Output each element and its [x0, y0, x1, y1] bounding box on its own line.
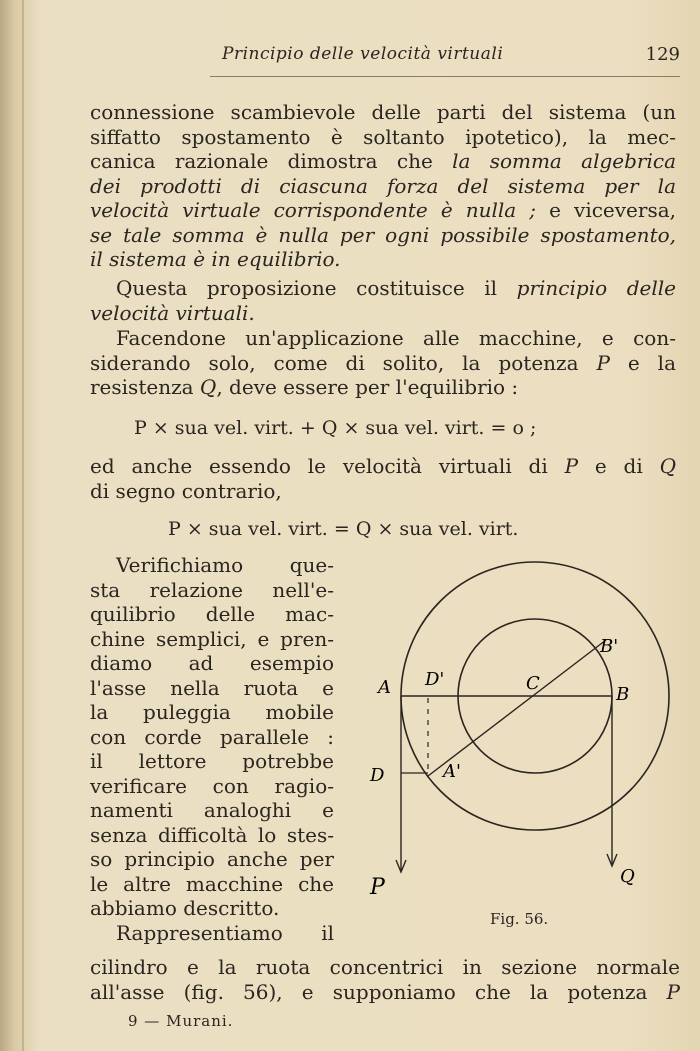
text-line: all'asse (fig. 56), e supponiamo che la potenza P	[90, 979, 680, 1004]
running-title: Principio delle velocità virtuali	[222, 44, 504, 64]
text-line: ed anche essendo le velocità virtuali di P e di Q	[90, 454, 676, 478]
page-number: 129	[645, 44, 680, 65]
figure-caption: Fig. 56.	[490, 910, 549, 928]
text-line: connessione scambievole delle parti del sistema (un	[90, 100, 676, 124]
paragraph-4	[90, 454, 676, 503]
rotated-diameter	[428, 640, 606, 776]
text-line: namenti analoghi e	[90, 798, 334, 822]
text-line: abbiamo descritto.	[90, 896, 280, 920]
text-line: chine semplici, e pren-	[90, 626, 334, 651]
label-c: C	[526, 673, 540, 694]
text-line: siffatto spostamento è soltanto ipotetico), la mec-	[90, 124, 676, 149]
text-line: velocità virtuale corrispondente è nulla ; e viceversa,	[90, 198, 676, 222]
text-line: senza difficoltà lo stes-	[90, 822, 334, 847]
paragraph-1	[90, 100, 676, 272]
label-d-prime: D'	[425, 669, 445, 690]
header-rule	[210, 76, 680, 77]
text-line: con corde parallele :	[90, 724, 334, 749]
text-line: se tale somma è nulla per ogni possibile spostamento,	[90, 222, 676, 247]
footer-signature: 9 — Murani.	[128, 1012, 234, 1030]
text-line: cilindro e la ruota concentrici in sezione normale	[90, 955, 680, 979]
text-line: quilibrio delle mac-	[90, 602, 334, 626]
label-q: Q	[620, 866, 635, 887]
text-line: Verifichiamo que-	[116, 553, 334, 577]
text-line: le altre macchine che	[90, 871, 334, 896]
text-line: Rappresentiamo il	[116, 920, 334, 945]
text-line: dei prodotti di ciascuna forza del sistema per la	[90, 173, 676, 198]
label-b: B	[616, 684, 630, 705]
paragraph-2	[90, 276, 676, 325]
text-line: diamo ad esempio	[90, 651, 334, 675]
text-line: so principio anche per	[90, 847, 334, 871]
label-a-prime: A'	[443, 761, 461, 782]
label-a: A	[378, 677, 391, 698]
label-p: P	[370, 875, 385, 900]
text-line: verificare con ragio-	[90, 773, 334, 798]
text-line: il sistema è in equilibrio.	[90, 247, 341, 271]
equilibrium-formula-2: P × sua vel. virt. = Q × sua vel. virt.	[168, 518, 519, 540]
text-line: il lettore potrebbe	[90, 749, 334, 773]
text-line: canica razionale dimostra che la somma algebrica	[90, 149, 676, 173]
text-line: l'asse nella ruota e	[90, 675, 334, 700]
page-header	[210, 44, 680, 70]
text-line: Facendone un'applicazione alle macchine, e con-	[116, 326, 676, 350]
label-b-prime: B'	[600, 636, 619, 657]
text-line: la puleggia mobile	[90, 700, 334, 724]
paragraph-6	[90, 955, 680, 1004]
text-line: Questa proposizione costituisce il principio delle	[116, 276, 676, 300]
page-gutter	[22, 0, 24, 1051]
text-line: siderando solo, come di solito, la potenza P e la	[90, 350, 677, 375]
text-line: sta relazione nell'e-	[90, 577, 334, 602]
text-line: resistenza Q, deve essere per l'equilibrio :	[90, 375, 519, 399]
paragraph-3	[90, 326, 676, 400]
equilibrium-formula-1: P × sua vel. virt. + Q × sua vel. virt. = o ;	[134, 417, 537, 439]
text-line: di segno contrario,	[90, 478, 282, 503]
label-d: D	[370, 765, 385, 786]
text-line: velocità virtuali.	[90, 300, 255, 325]
paragraph-5	[90, 553, 334, 945]
figure-56-diagram	[350, 548, 690, 908]
